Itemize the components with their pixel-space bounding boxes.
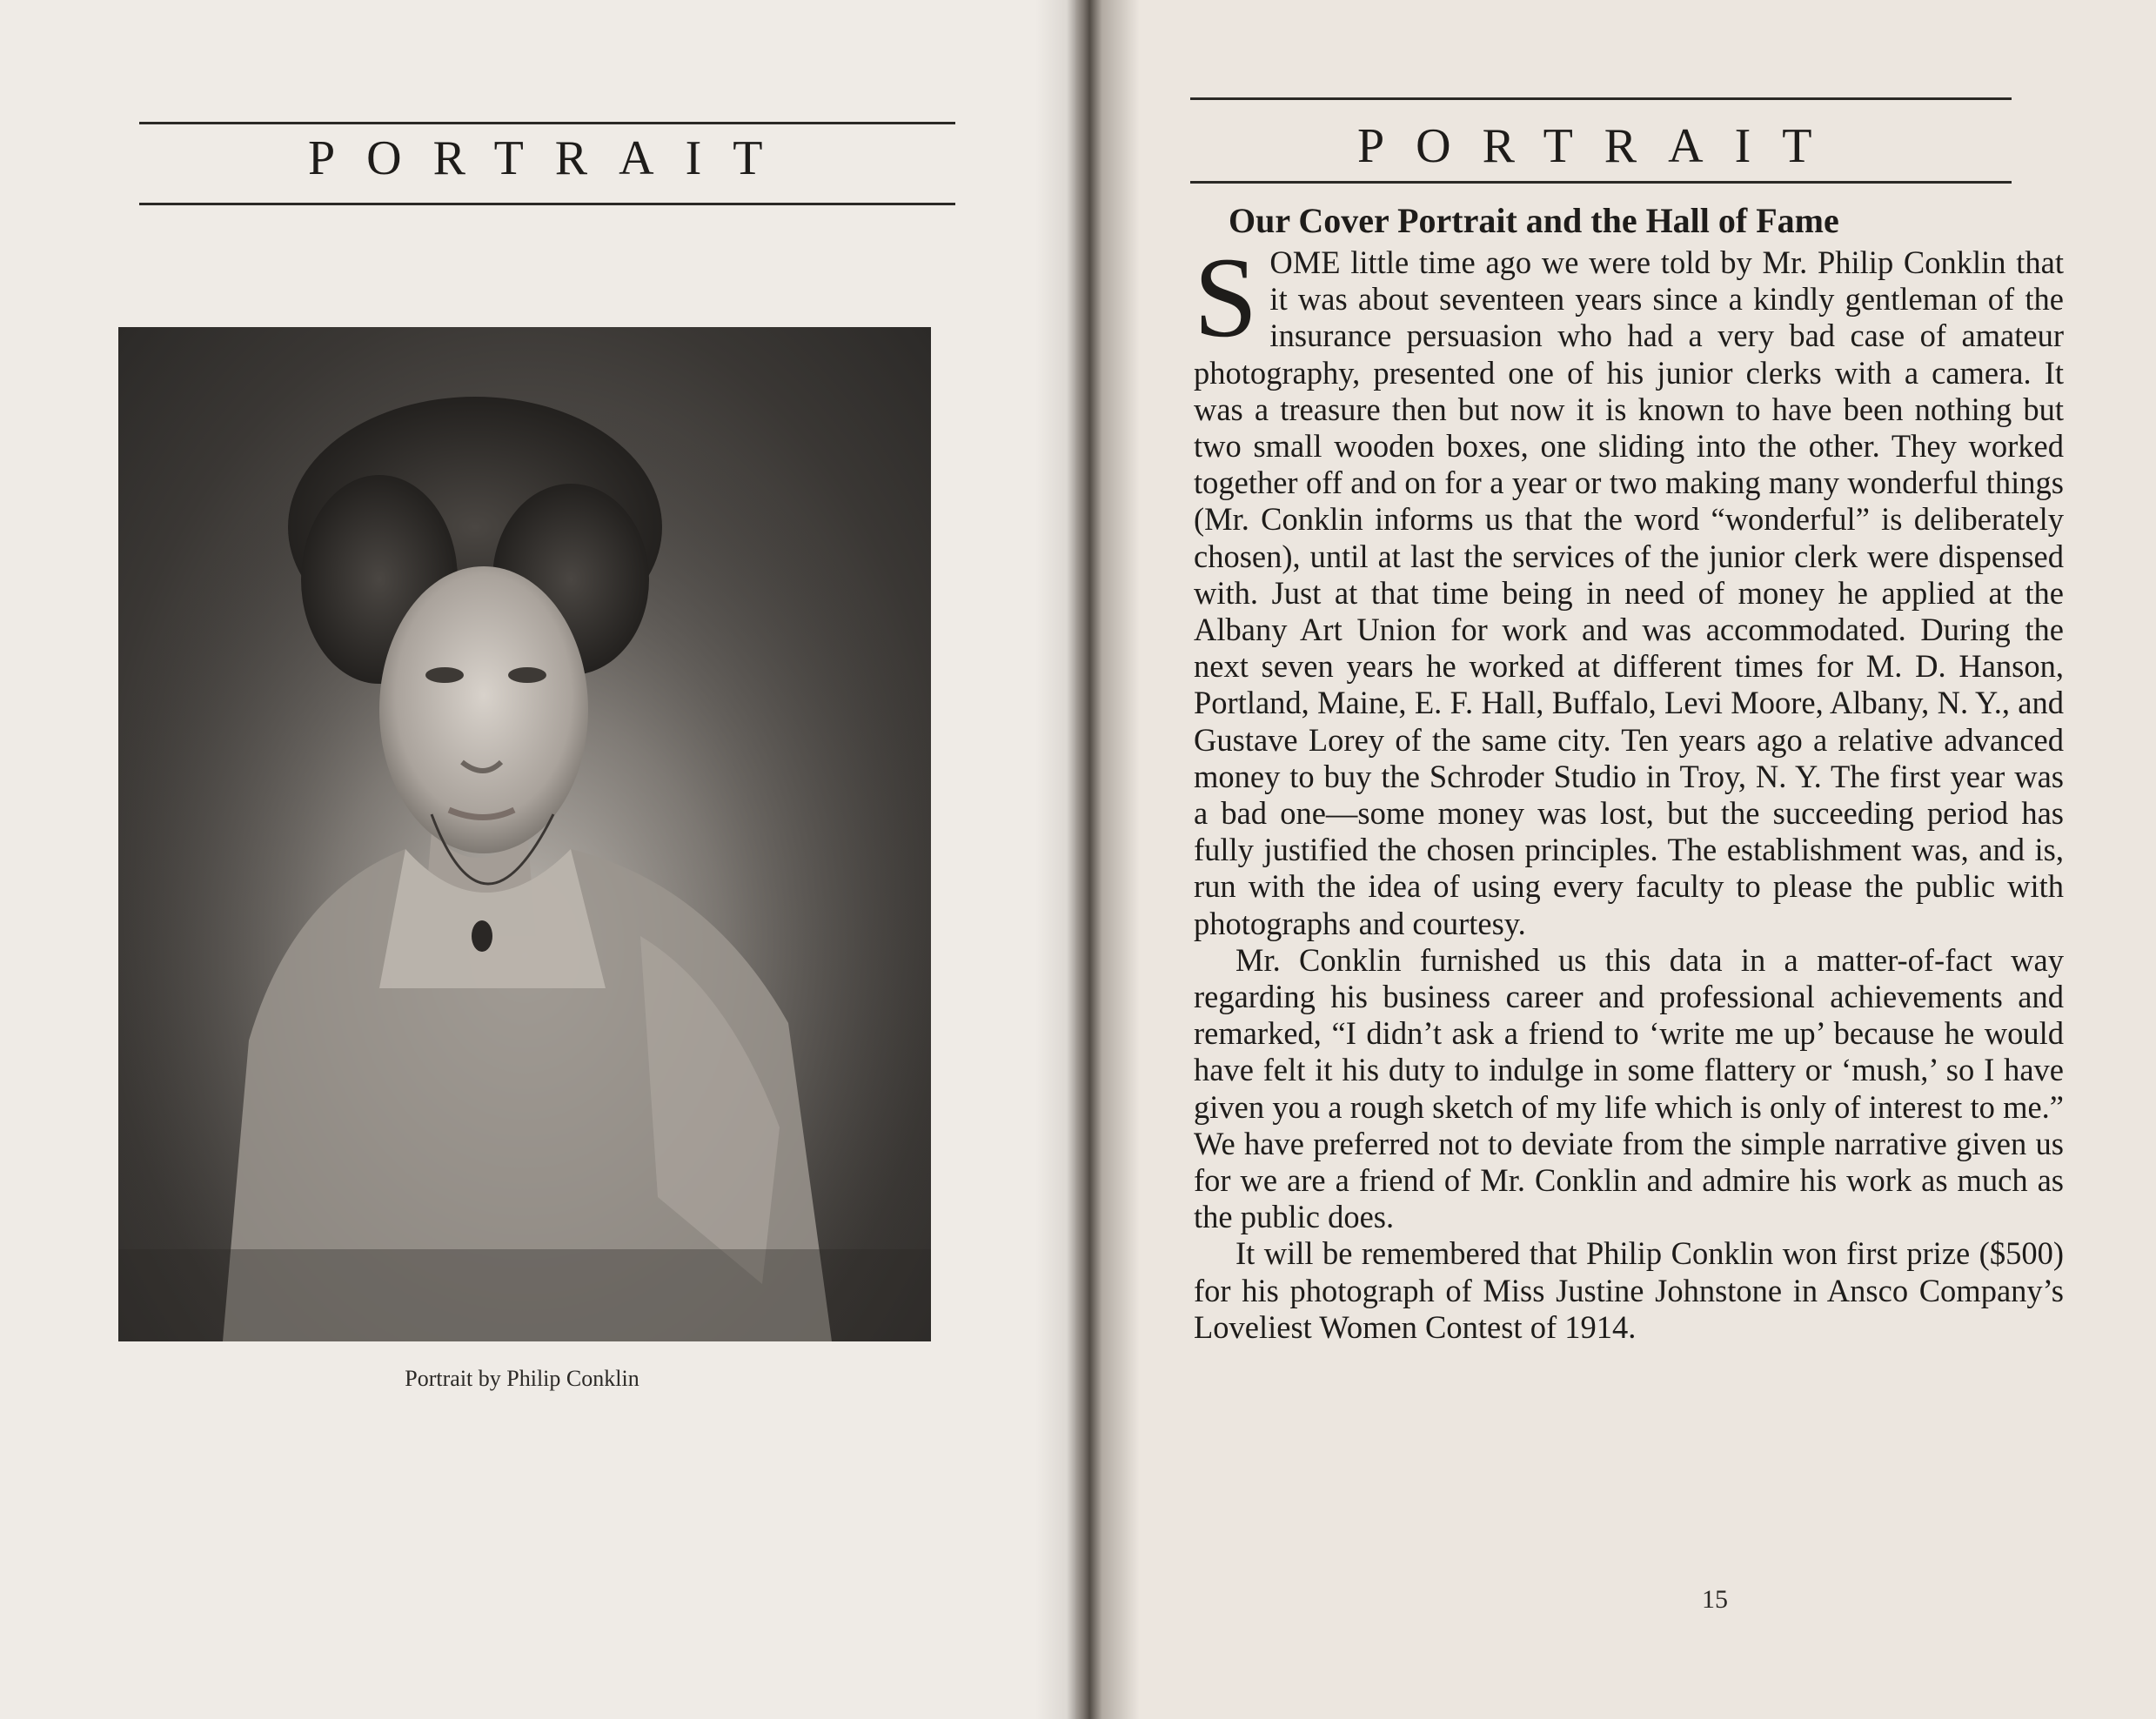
header-rule-top [139,122,955,124]
book-gutter [1035,0,1140,1719]
drop-cap: S [1194,233,1258,361]
header-rule-bottom [1190,181,2012,184]
article-paragraph-1 [1194,233,2064,942]
left-page [0,0,1075,1719]
portrait-illustration [118,327,931,1341]
right-page [1075,0,2156,1719]
left-page-header: PORTRAIT [308,131,794,185]
header-rule-bottom [139,203,955,205]
header-rule-top [1190,97,2012,100]
right-page-header: PORTRAIT [1357,119,1844,173]
article-title: Our Cover Portrait and the Hall of Fame [1229,201,1839,240]
page-number: 15 [1702,1585,1728,1614]
paragraph-1-text: OME little time ago we were told by Mr. Philip Conklin that it was about seventeen years since a kindly gentleman of the insurance persuasion who had a very bad case of amateur photography, presented one of his junior clerks with a camera. It was a treasure then but now it is known to have been nothing but two small wooden boxes, one sliding into the other. They worked together off and on for a year or two making many wonderful things (Mr. Conklin informs us that the word “wonderful” is deliberately chosen), until at last the services of the junior clerk were dispensed with. Just at that time being in need of money he applied at the Albany Art Union for work and was accommodated. During the next seven years he worked at different times for M. D. Hanson, Portland, Maine, E. F. Hall, Buffalo, Levi Moore, Albany, N. Y., and Gustave Lorey of the same city. Ten years ago a relative advanced money to buy the Schroder Studio in Troy, N. Y. The first year was a bad one—some money was lost, but the succeeding period has fully justified the chosen principles. The establishment was, and is, run with the idea of using every faculty to please the public with photographs and courtesy. [1194,244,2064,941]
article [1194,200,2064,1346]
article-paragraph-3: It will be remembered that Philip Conklin won first prize ($500) for his photograph of Miss Justine Johnstone in Ansco Company’s Loveliest Women Contest of 1914. [1194,1235,2064,1345]
portrait-photograph [118,327,931,1341]
photo-caption: Portrait by Philip Conklin [405,1366,639,1391]
article-paragraph-2: Mr. Conklin furnished us this data in a matter-of-fact way regarding his business career and professional achievements and remarked, “I didn’t ask a friend to ‘write me up’ because he would have felt it his duty to indulge in some flattery or ‘mush,’ so I have given you a rough sketch of my life which is only of interest to me.” We have preferred not to deviate from the simple narrative given us for we are a friend of Mr. Conklin and admire his work as much as the public does. [1194,941,2064,1235]
